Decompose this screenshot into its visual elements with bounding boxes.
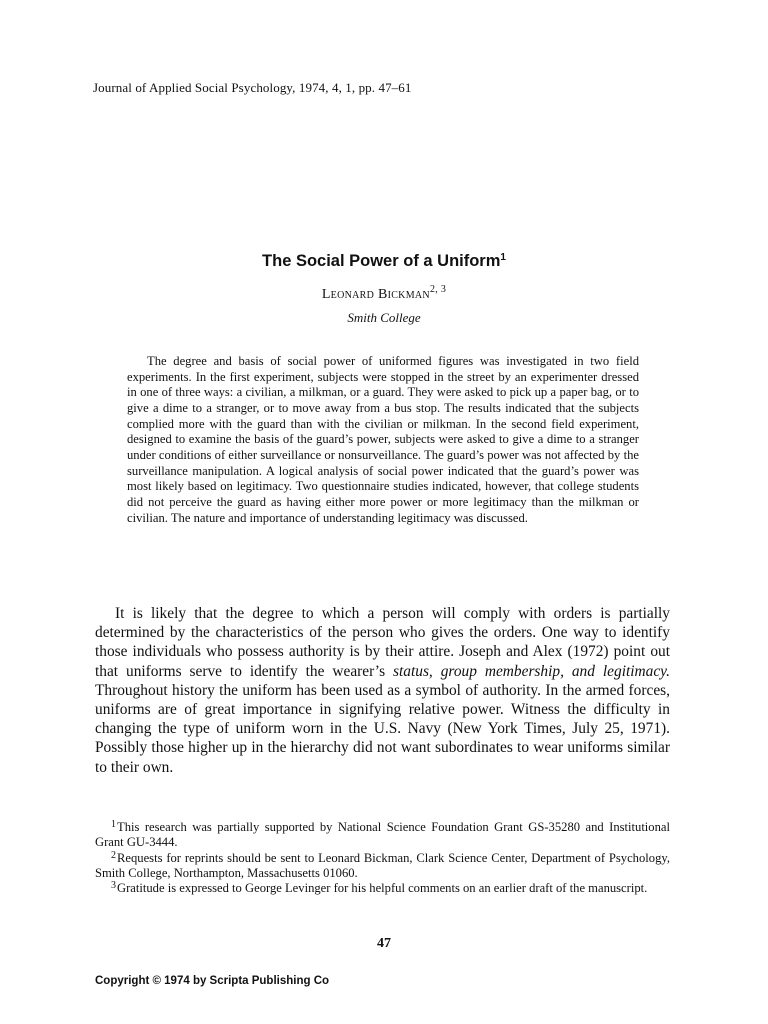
journal-citation: Journal of Applied Social Psychology, 1974, 4, 1, pp. 47–61 bbox=[93, 80, 412, 95]
article-title-text: The Social Power of a Uniform bbox=[262, 252, 501, 270]
author-name bbox=[0, 284, 768, 303]
copyright-notice: Copyright © 1974 by Scripta Publishing Co bbox=[95, 975, 330, 987]
body-italic-phrase: status, group membership, and legitimacy. bbox=[393, 662, 670, 680]
footnote-text: Gratitude is expressed to George Levinger for his helpful comments on an earlier draft of the manuscript. bbox=[117, 881, 648, 896]
body-text-part-1: It is likely that the degree to which a person will comply with orders is partially determined by the characteristics of the person who gives the orders. One way to identify those individuals who possess authority is by their attire. Joseph and Alex (1972) point out that uniforms serve to identify the wearer’s bbox=[95, 605, 670, 680]
footnote-mark: 3 bbox=[111, 880, 116, 892]
article-title bbox=[0, 252, 768, 271]
footnote-1 bbox=[95, 820, 670, 851]
footnote-text: Requests for reprints should be sent to Leonard Bickman, Clark Science Center, Department of Psychology, Smith College, Northampton, Massachusetts 01060. bbox=[95, 850, 670, 880]
title-footnote-mark: 1 bbox=[500, 252, 506, 263]
footnote-mark: 1 bbox=[111, 819, 116, 830]
footnote-3 bbox=[95, 881, 670, 896]
author-name-text: Leonard Bickman bbox=[321, 287, 430, 302]
footnote-mark: 2 bbox=[111, 849, 116, 861]
author-footnote-marks: 2, 3 bbox=[429, 284, 447, 295]
abstract: The degree and basis of social power of uniformed figures was investigated in two field experiments. In the first experiment, subjects were stopped in the street by an experimenter dressed in one of three ways: a civilian, a milkman, or a guard. They were asked to pick up a paper bag, or to give a dime to a stranger, or to move away from a bus stop. The results indicated that the subjects complied more with the guard than with the civilian or milkman. In the second field experiment, designed to examine the basis of the guard’s power, subjects were asked to give a dime to a stranger under conditions of either surveillance or nonsurveillance. The guard’s power was not affected by the surveillance manipulation. A logical analysis of social power indicated that the guard’s power was most likely based on legitimacy. Two questionnaire studies indicated, however, that college students did not perceive the guard as having either more power or more legitimacy than the milkman or civilian. The nature and importance of understanding legitimacy was discussed. bbox=[127, 354, 639, 525]
body-paragraph bbox=[95, 604, 670, 777]
footnote-2 bbox=[95, 851, 670, 882]
author-affiliation: Smith College bbox=[347, 310, 421, 325]
footnotes bbox=[95, 820, 670, 896]
page-number: 47 bbox=[377, 936, 391, 951]
body-text-part-2: Throughout history the uniform has been used as a symbol of authority. In the armed forces, uniforms are of great importance in signifying relative power. Witness the difficulty in changing the type of uniform worn in the U.S. Navy (New York Times, July 25, 1971). Possibly those higher up in the hierarchy did not want subordinates to wear uniforms similar to their own. bbox=[95, 681, 670, 776]
footnote-text: This research was partially supported by National Science Foundation Grant GS-35280 and Institutional Grant GU-3444. bbox=[95, 820, 670, 850]
